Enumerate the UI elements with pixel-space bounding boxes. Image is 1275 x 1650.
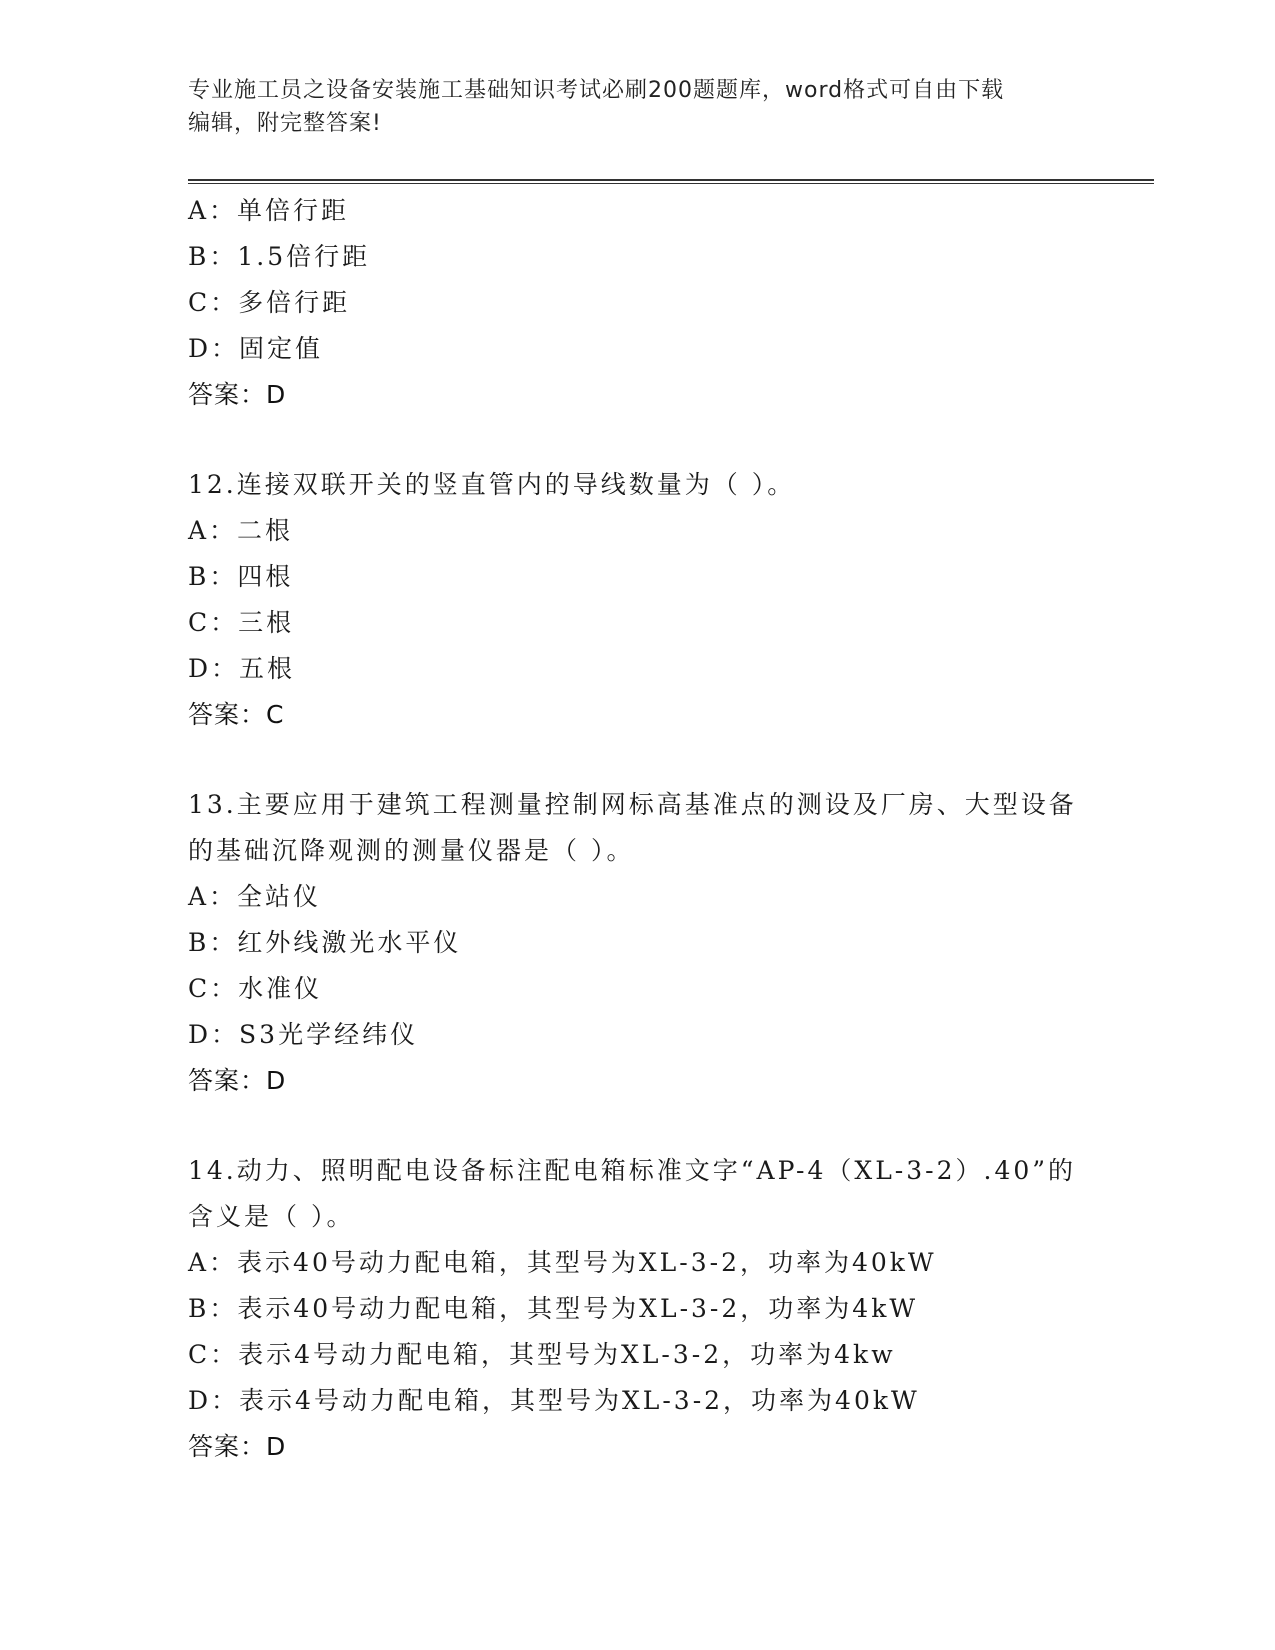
header-line-1: 专业施工员之设备安装施工基础知识考试必刷200题题库，word格式可自由下载 — [188, 78, 1005, 103]
option-d: D：表示4号动力配电箱，其型号为XL-3-2，功率为40kW — [188, 1386, 920, 1415]
option-d: D：S3光学经纬仪 — [188, 1020, 419, 1049]
question-13 — [188, 782, 1088, 1104]
header-divider — [188, 179, 1154, 184]
answer: 答案：D — [188, 1066, 287, 1095]
question-stem: 12.连接双联开关的竖直管内的导线数量为（ ）。 — [188, 470, 796, 499]
option-a: A：二根 — [188, 516, 294, 545]
header-line-2: 编辑，附完整答案! — [188, 111, 382, 136]
option-b: B：1.5倍行距 — [188, 242, 371, 271]
option-c: C：表示4号动力配电箱，其型号为XL-3-2，功率为4kw — [188, 1340, 896, 1369]
option-d: D：固定值 — [188, 334, 324, 363]
option-b: B：四根 — [188, 562, 294, 591]
answer: 答案：D — [188, 380, 287, 409]
option-d: D：五根 — [188, 654, 296, 683]
question-stem: 14.动力、照明配电设备标注配电箱标准文字“AP-4（XL-3-2）.40”的含义是（ ）。 — [188, 1156, 1077, 1231]
option-c: C：多倍行距 — [188, 288, 351, 317]
question-11 — [188, 188, 1088, 418]
question-12 — [188, 462, 1088, 738]
question-list — [188, 188, 1088, 1470]
answer: 答案：C — [188, 700, 285, 729]
option-a: A：全站仪 — [188, 882, 322, 911]
option-a: A：单倍行距 — [188, 196, 350, 225]
answer: 答案：D — [188, 1432, 287, 1461]
option-c: C：水准仪 — [188, 974, 323, 1003]
question-stem: 13.主要应用于建筑工程测量控制网标高基准点的测设及厂房、大型设备的基础沉降观测的测量仪器是（ ）。 — [188, 790, 1077, 865]
question-14 — [188, 1148, 1088, 1470]
option-c: C：三根 — [188, 608, 295, 637]
option-b: B：红外线激光水平仪 — [188, 928, 462, 957]
option-a: A：表示40号动力配电箱，其型号为XL-3-2，功率为40kW — [188, 1248, 937, 1277]
option-b: B：表示40号动力配电箱，其型号为XL-3-2，功率为4kW — [188, 1294, 919, 1323]
document-header — [188, 74, 1088, 140]
